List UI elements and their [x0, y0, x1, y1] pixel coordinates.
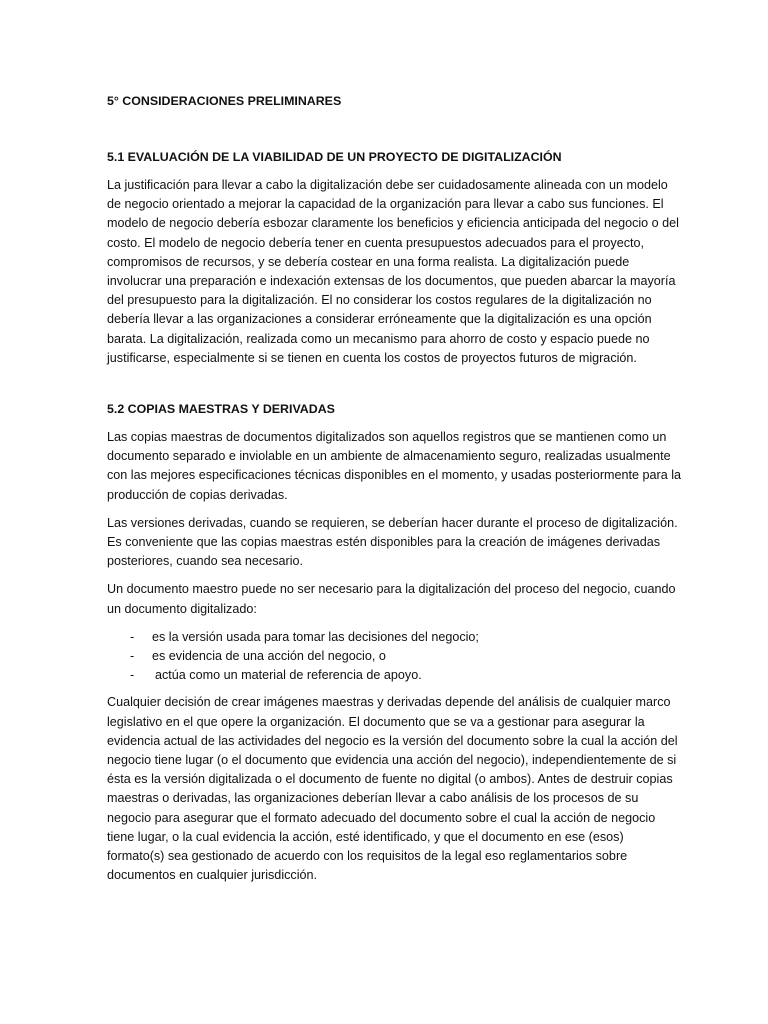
list-item-text: actúa como un material de referencia de apoyo.: [155, 668, 422, 683]
bullet-marker: -: [130, 668, 135, 683]
list-item-text: es evidencia de una acción del negocio, o: [152, 649, 386, 664]
bullet-marker: -: [130, 629, 135, 644]
bullet-list: [107, 628, 682, 686]
section-heading-5-2: 5.2 COPIAS MAESTRAS Y DERIVADAS: [107, 402, 335, 417]
section-heading-5-1: 5.1 EVALUACIÓN DE LA VIABILIDAD DE UN PROYECTO DE DIGITALIZACIÓN: [107, 150, 562, 164]
bullet-marker: -: [130, 649, 135, 664]
main-heading: 5° CONSIDERACIONES PRELIMINARES: [107, 94, 342, 108]
section-5-2-paragraph-4: Cualquier decisión de crear imágenes maestras y derivadas depende del análisis de cualquier marco legislativo en el que opere la organización. El documento que se va a gestionar para asegurar la evidencia actual de las actividades del negocio es la versión del documento sobre la cual la acción del negocio tiene lugar (o el documento que evidencia una acción del negocio), independientemente de si ésta es la versión digitalizada o el documento de fuente no digital (o ambos). Antes de destruir copias maestras o derivadas, las organizaciones deberían llevar a cabo análisis de los procesos de su negocio para asegurar que el formato adecuado del documento sobre el cual la acción de negocio tiene lugar, o la cual evidencia la acción, esté identificado, y que el documento en ese (esos) formato(s) sea gestionado de acuerdo con los requisitos de la legal eso reglamentarios sobre documentos en cualquier jurisdicción.: [107, 695, 678, 883]
list-item-text: es la versión usada para tomar las decisiones del negocio;: [152, 629, 479, 644]
list-item: [107, 628, 682, 647]
section-5-1-paragraph: La justificación para llevar a cabo la digitalización debe ser cuidadosamente alineada con un modelo de negocio orientado a mejorar la capacidad de la organización para llevar a cabo sus funciones. El modelo de negocio debería esbozar claramente los beneficios y eficiencia anticipada del negocio o del costo. El modelo de negocio debería tener en cuenta presupuestos adecuados para el proyecto, compromisos de recursos, y se debería costear en una forma realista. La digitalización puede involucrar una preparación e indexación extensas de los documentos, que pueden abarcar la mayoría del presupuesto para la digitalización. El no considerar los costos regulares de la digitalización no debería llevar a las organizaciones a considerar erróneamente que la digitalización es una opción barata. La digitalización, realizada como un mecanismo para ahorro de costo y espacio puede no justificarse, especialmente si se tienen en cuenta los costos de proyectos futuros de migración.: [107, 178, 679, 365]
list-item: [107, 666, 682, 685]
section-5-2-paragraph-1: Las copias maestras de documentos digitalizados son aquellos registros que se mantienen como un documento separado e inviolable en un ambiente de almacenamiento seguro, realizadas usualmente con las mejores especificaciones técnicas disponibles en el momento, y usadas posteriormente para la producción de copias derivadas.: [107, 430, 682, 502]
section-5-2-paragraph-3: Un documento maestro puede no ser necesario para la digitalización del proceso del negocio, cuando un documento digitalizado:: [107, 582, 676, 616]
list-item: [107, 647, 682, 666]
section-5-2-paragraph-2: Las versiones derivadas, cuando se requieren, se deberían hacer durante el proceso de digitalización. Es conveniente que las copias maestras estén disponibles para la creación de imágenes derivadas posteriores, cuando sea necesario.: [107, 515, 678, 569]
